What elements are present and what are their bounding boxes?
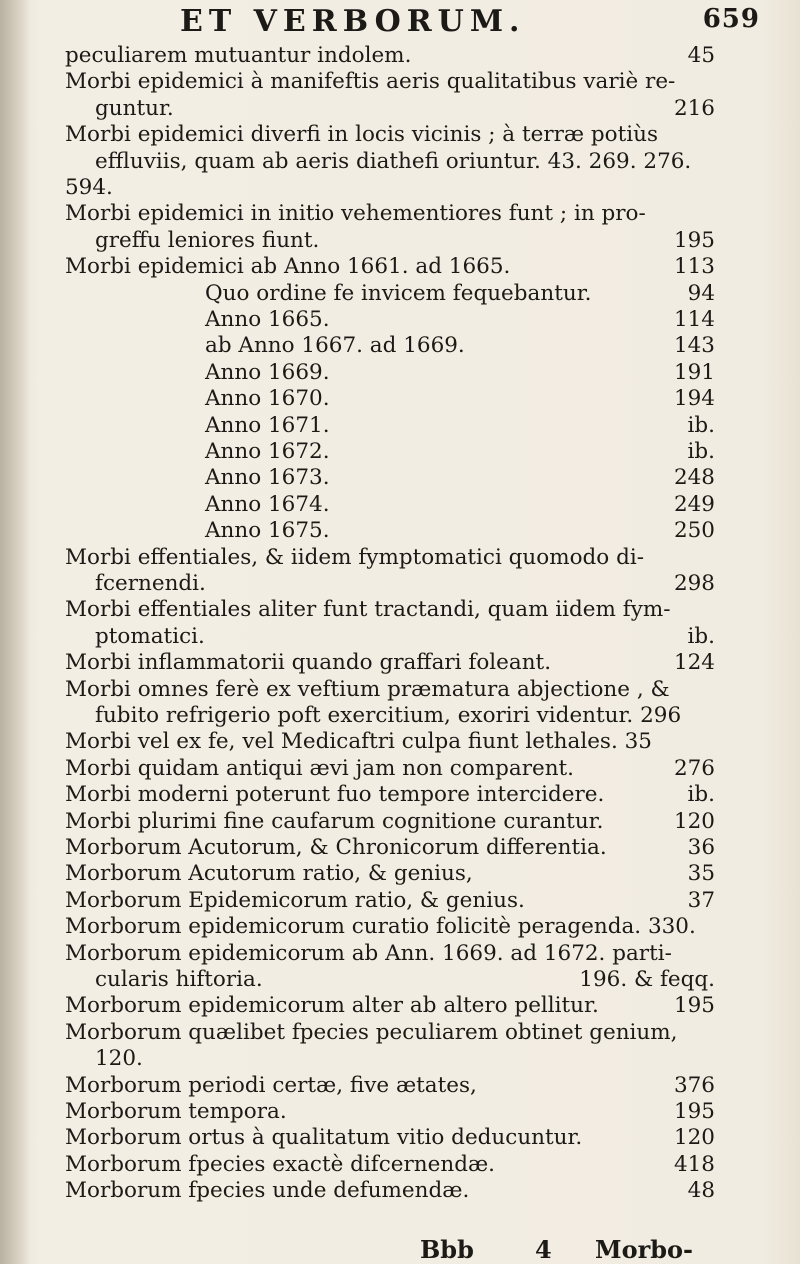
index-entry: [0, 202, 800, 226]
entry-text: effluviis, quam ab aeris diathefi oriuntur. 43. 269. 276.: [95, 148, 692, 174]
index-entry: [0, 1126, 800, 1150]
signature-number: 4: [535, 1235, 552, 1264]
entry-page-ref: 276: [673, 755, 715, 781]
index-entry: [0, 1153, 800, 1177]
index-entry: [0, 123, 800, 147]
entry-page-ref: ib.: [687, 439, 715, 464]
entry-page-ref: 195: [673, 993, 715, 1019]
entry-text: ab Anno 1667. ad 1669.: [205, 333, 465, 359]
entry-text: Morbi effentiales aliter funt tractandi, quam iidem fym-: [65, 597, 671, 623]
entry-page-ref: 114: [673, 307, 715, 332]
entry-text: Morbi quidam antiqui ævi jam non comparent.: [65, 755, 575, 781]
index-entry: [0, 229, 800, 253]
entry-text: Morbi vel ex fe, vel Medicaftri culpa fiunt lethales. 35: [65, 729, 652, 755]
entry-text: Morborum quælibet fpecies peculiarem obtinet genium,: [65, 1019, 678, 1045]
index-entry: [0, 915, 800, 939]
index-entry: [0, 1100, 800, 1124]
entry-text: Morbi epidemici diverfi in locis vicinis ; à terræ potiùs: [65, 122, 659, 148]
index-entry: [0, 334, 800, 358]
index-entry: [0, 704, 800, 728]
entry-page-ref: 196. & feqq.: [579, 967, 715, 992]
entry-page-ref: 191: [673, 359, 715, 385]
entry-text: Morborum Acutorum, & Chronicorum differentia.: [65, 835, 607, 860]
index-entry: [0, 968, 800, 992]
page-folio: 659: [702, 4, 760, 34]
entry-page-ref: 298: [673, 571, 715, 596]
entry-text: 120.: [95, 1046, 143, 1072]
entry-page-ref: 120: [673, 1125, 715, 1151]
entry-page-ref: 195: [673, 227, 715, 253]
entry-page-ref: 35: [687, 861, 715, 887]
header-title: ET VERBORUM.: [180, 4, 526, 39]
entry-text: Morborum epidemicorum ab Ann. 1669. ad 1672. parti-: [65, 940, 672, 966]
entry-text: guntur.: [95, 95, 174, 121]
entry-page-ref: ib.: [687, 623, 715, 649]
entry-text: Morborum tempora.: [65, 1099, 287, 1124]
entry-text: Morborum fpecies unde defumendæ.: [65, 1178, 470, 1204]
entry-page-ref: 248: [673, 465, 715, 491]
entry-page-ref: 113: [673, 254, 715, 280]
index-entry: [0, 889, 800, 913]
entry-text: Morborum Epidemicorum ratio, & genius.: [65, 887, 525, 913]
entry-text: Morbi inflammatorii quando graffari foleant.: [65, 650, 552, 676]
entry-text: Morbi effentiales, & iidem fymptomatici quomodo di-: [65, 544, 644, 570]
index-entry: [0, 994, 800, 1018]
running-header: [180, 4, 760, 44]
entry-text: Anno 1672.: [205, 439, 330, 464]
index-entry: [0, 546, 800, 570]
entry-page-ref: ib.: [687, 412, 715, 438]
index-entry: [0, 730, 800, 754]
index-entry: [0, 810, 800, 834]
entry-text: Anno 1674.: [205, 491, 330, 517]
signature-mark: Bbb: [420, 1235, 474, 1264]
entry-text: Anno 1669.: [205, 359, 330, 385]
entry-page-ref: ib.: [687, 782, 715, 808]
entry-text: Morborum periodi certæ, five ætates,: [65, 1072, 477, 1098]
entry-page-ref: 94: [687, 280, 715, 306]
index-entry: [0, 1047, 800, 1071]
index-entry: [0, 572, 800, 596]
entry-text: Morborum ortus à qualitatum vitio deducuntur.: [65, 1125, 583, 1151]
entry-text: ptomatici.: [95, 623, 205, 649]
entry-text: Anno 1670.: [205, 386, 330, 412]
entry-page-ref: 195: [673, 1099, 715, 1124]
entry-text: Anno 1673.: [205, 465, 330, 491]
index-entry: [0, 44, 800, 68]
index-entry: [0, 1021, 800, 1045]
entry-page-ref: 45: [687, 43, 715, 68]
entry-text: Quo ordine fe invicem fequebantur.: [205, 280, 592, 306]
entry-text: 594.: [65, 175, 113, 200]
index-entry: [0, 466, 800, 490]
index-entry: [0, 493, 800, 517]
entry-page-ref: 37: [687, 887, 715, 913]
index-entry: [0, 282, 800, 306]
index-entry: [0, 942, 800, 966]
entry-page-ref: 216: [673, 95, 715, 121]
entry-page-ref: 418: [673, 1151, 715, 1177]
entry-text: Morborum epidemicorum alter ab altero pellitur.: [65, 993, 599, 1019]
index-entry: [0, 387, 800, 411]
index-entry: [0, 255, 800, 279]
entry-text: Morbi epidemici à manifeftis aeris qualitatibus variè re-: [65, 69, 676, 95]
index-entry: [0, 414, 800, 438]
index-entry: [0, 361, 800, 385]
entry-text: cularis hiftoria.: [95, 967, 263, 992]
index-entry: [0, 783, 800, 807]
entry-text: Morborum fpecies exactè difcernendæ.: [65, 1151, 496, 1177]
index-entry: [0, 1179, 800, 1203]
entry-text: Morbi epidemici in initio vehementiores funt ; in pro-: [65, 201, 646, 227]
entry-page-ref: 36: [687, 835, 715, 860]
entry-text: Morbi omnes ferè ex veftium præmatura abjectione , &: [65, 676, 670, 702]
entry-page-ref: 143: [673, 333, 715, 359]
entry-text: fcernendi.: [95, 571, 206, 596]
entry-text: Anno 1665.: [205, 307, 330, 332]
index-entry: [0, 836, 800, 860]
index-entry: [0, 308, 800, 332]
entry-text: peculiarem mutuantur indolem.: [65, 43, 412, 68]
index-entry: [0, 97, 800, 121]
index-entry: [0, 440, 800, 464]
entry-text: Morbi epidemici ab Anno 1661. ad 1665.: [65, 254, 511, 280]
entry-text: Morborum epidemicorum curatio folicitè peragenda. 330.: [65, 914, 696, 940]
index-entry: [0, 150, 800, 174]
entry-text: Morbi moderni poterunt fuo tempore intercidere.: [65, 782, 605, 808]
index-entry: [0, 678, 800, 702]
entry-text: fubito refrigerio poft exercitium, exoriri videntur. 296: [95, 703, 682, 728]
entry-text: greffu leniores fiunt.: [95, 227, 320, 253]
index-entry: [0, 757, 800, 781]
index-entry: [0, 625, 800, 649]
catchline: [420, 1235, 740, 1263]
entry-text: Anno 1671.: [205, 412, 330, 438]
entry-page-ref: 124: [673, 650, 715, 676]
catchword: Morbo-: [595, 1235, 693, 1264]
entry-page-ref: 250: [673, 518, 715, 544]
index-entry: [0, 598, 800, 622]
index-entry: [0, 1074, 800, 1098]
index-entry: [0, 519, 800, 543]
entry-page-ref: 194: [673, 386, 715, 412]
entry-text: Morbi plurimi fine caufarum cognitione curantur.: [65, 808, 604, 834]
entry-page-ref: 48: [687, 1178, 715, 1204]
entry-text: Anno 1675.: [205, 518, 330, 544]
index-entry: [0, 176, 800, 200]
index-entry: [0, 70, 800, 94]
index-entry: [0, 862, 800, 886]
index-entry: [0, 651, 800, 675]
entry-page-ref: 120: [673, 808, 715, 834]
entry-page-ref: 376: [673, 1072, 715, 1098]
entry-page-ref: 249: [673, 491, 715, 517]
entry-text: Morborum Acutorum ratio, & genius,: [65, 861, 473, 887]
